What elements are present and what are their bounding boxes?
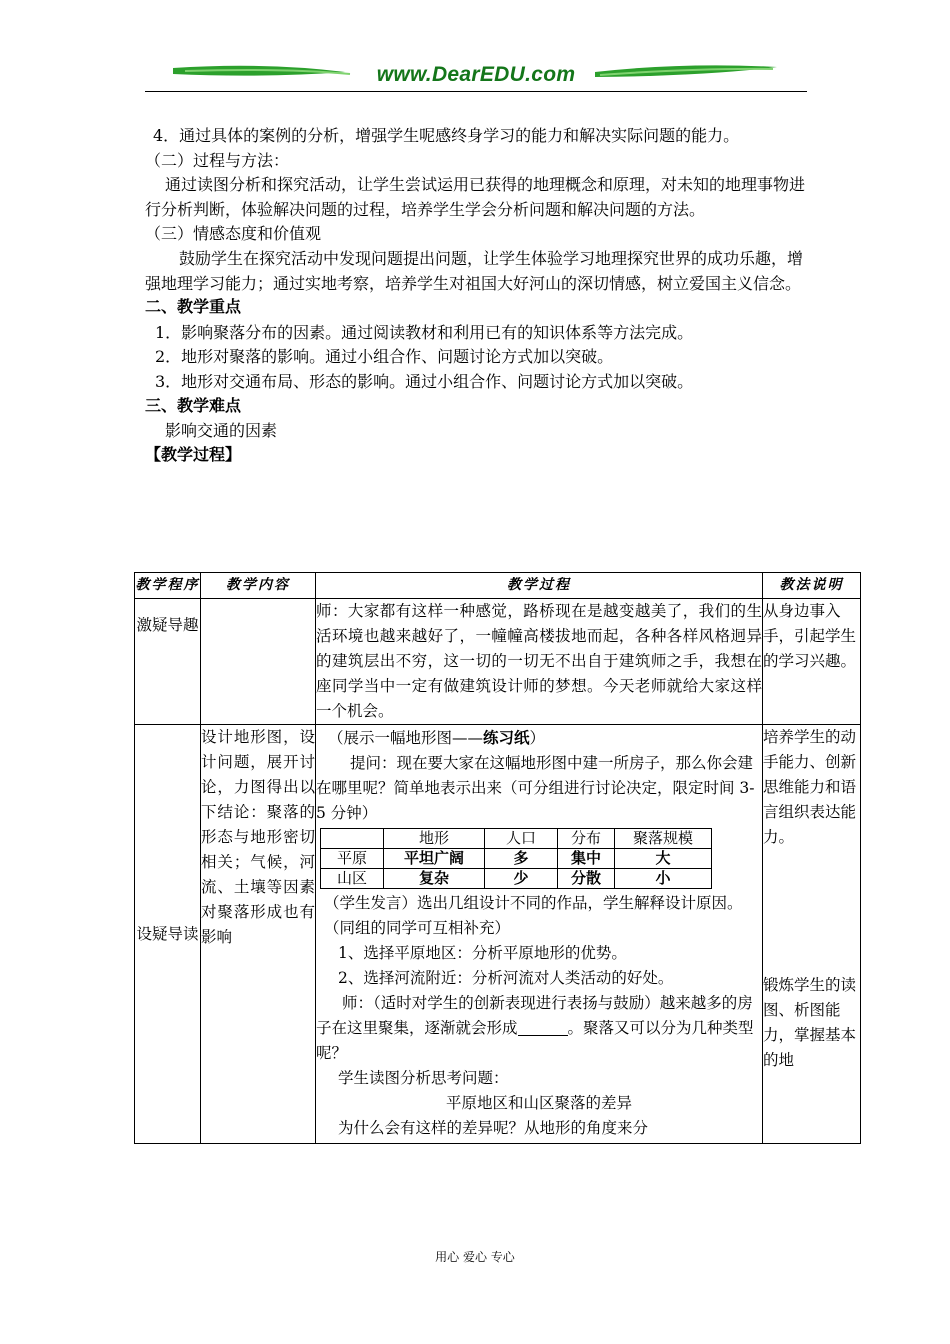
document-body — [145, 124, 813, 468]
student-read-map-text: 学生读图分析思考问题： — [338, 1069, 509, 1087]
header-stage: 教学程序 — [135, 573, 201, 599]
note-map-reading-text: 锻炼学生的读图、析图能力，掌握基本的地 — [763, 976, 857, 1069]
difficulty-1: 影响交通的因素 — [165, 421, 278, 441]
stage-cell: 设疑导读 — [135, 725, 201, 1144]
population-value: 少 — [485, 869, 558, 889]
inner-header-row — [321, 829, 712, 849]
heading-emotion-values: （三）情感态度和价值观 — [145, 224, 322, 244]
table-row — [135, 599, 861, 725]
page-footer: 用心 爱心 专心 — [435, 1250, 515, 1264]
row-label: 平原 — [321, 849, 384, 869]
terrain-value: 平坦广阔 — [384, 849, 485, 869]
student-speech-text: （学生发言）选出几组设计不同的作品，学生解释设计原因。（同组的同学可互相补充） — [324, 894, 743, 937]
note-cell — [763, 725, 861, 1144]
inner-header-population: 人口 — [485, 829, 558, 849]
content-cell: 设计地形图，设计问题，展开讨论，力图得出以下结论：聚落的形态与地形密切相关；气候，河流、土壤等因素对聚落形成也有影响 — [201, 725, 316, 1144]
note-ability-text: 培养学生的动手能力、创新思维能力和语言组织表达能力。 — [763, 728, 857, 846]
settlement-comparison-table — [320, 828, 712, 889]
teaching-process-table — [134, 572, 861, 1144]
show-map-line: （展示一幅地形图——练习纸） — [328, 728, 546, 747]
note-cell: 从身边事入手，引起学生的学习兴趣。 — [763, 599, 861, 725]
teacher-prompt-text: 师：（适时对学生的创新表现进行表扬与鼓励）越来越多的房子在这里聚集，逐渐就会形成 。聚落又可以分为几种类型呢？ — [316, 994, 754, 1062]
header-content: 教学内容 — [201, 573, 316, 599]
scale-value: 小 — [615, 869, 712, 889]
inner-header-scale: 聚落规模 — [615, 829, 712, 849]
question-text: 提问：现在要大家在这幅地形图中建一所房子，那么你会建在哪里呢？简单地表示出来（可分组进行讨论决定，限定时间 3-5 分钟） — [316, 754, 755, 822]
heading-key-points: 二、教学重点 — [145, 299, 242, 317]
header-process: 教学过程 — [316, 573, 763, 599]
scale-value: 大 — [615, 849, 712, 869]
key-point-3: 3．地形对交通布局、形态的影响。通过小组合作、问题讨论方式加以突破。 — [155, 371, 694, 391]
table-row — [135, 725, 861, 1144]
heading-difficulties: 三、教学难点 — [145, 397, 242, 415]
row-label: 山区 — [321, 869, 384, 889]
key-point-2: 2．地形对聚落的影响。通过小组合作、问题讨论方式加以突破。 — [155, 347, 614, 367]
plain-mountain-difference-text: 平原地区和山区聚落的差异 — [445, 1094, 632, 1112]
process-method-text: 通过读图分析和探究活动，让学生尝试运用已获得的地理概念和原理，对未知的地理事物进行分析判断，体验解决问题的过程，培养学生学会分析问题和解决问题的方法。 — [145, 175, 806, 219]
process-cell: 师：大家都有这样一种感觉，路桥现在是越变越美了，我们的生活环境也越来越好了，一幢幢高楼拔地而起，各种各样风格迥异的建筑层出不穷，这一切的一切无不出自于建筑师之手，我想在座同学当中一定有做建筑设计师的梦想。今天老师就给大家这样一个机会。 — [316, 599, 763, 725]
table-row — [321, 869, 712, 889]
inner-header-blank — [321, 829, 384, 849]
population-value: 多 — [485, 849, 558, 869]
distribution-value: 集中 — [558, 849, 615, 869]
distribution-value: 分散 — [558, 869, 615, 889]
fill-in-blank — [518, 1019, 568, 1036]
content-cell — [201, 599, 316, 725]
heading-teaching-process: 【教学过程】 — [145, 446, 242, 464]
process-cell — [316, 725, 763, 1144]
heading-process-method: （二）过程与方法： — [145, 150, 290, 170]
table-row — [321, 849, 712, 869]
choice-river-text: 2、选择河流附近：分析河流对人类活动的好处。 — [338, 969, 674, 987]
table-header-row — [135, 573, 861, 599]
header-rule — [145, 91, 807, 92]
why-difference-text: 为什么会有这样的差异呢？从地形的角度来分 — [338, 1119, 649, 1137]
inner-header-distribution: 分布 — [558, 829, 615, 849]
key-point-1: 1．影响聚落分布的因素。通过阅读教材和利用已有的知识体系等方法完成。 — [155, 322, 694, 342]
header-method-note: 教法说明 — [763, 573, 861, 599]
emotion-values-text: 鼓励学生在探究活动中发现问题提出问题，让学生体验学习地理探究世界的成功乐趣，增强地理学习能力；通过实地考察，培养学生对祖国大好河山的深切情感，树立爱国主义信念。 — [145, 248, 804, 293]
site-header — [145, 58, 807, 92]
inner-header-terrain: 地形 — [384, 829, 485, 849]
stage-cell: 激疑导趣 — [135, 599, 201, 725]
choice-plain-text: 1、选择平原地区：分析平原地形的优势。 — [338, 944, 627, 962]
terrain-value: 复杂 — [384, 869, 485, 889]
site-url-logo: www.DearEDU.com — [376, 63, 576, 86]
objective-4: 4．通过具体的案例的分析，增强学生呢感终身学习的能力和解决实际问题的能力。 — [153, 126, 740, 145]
